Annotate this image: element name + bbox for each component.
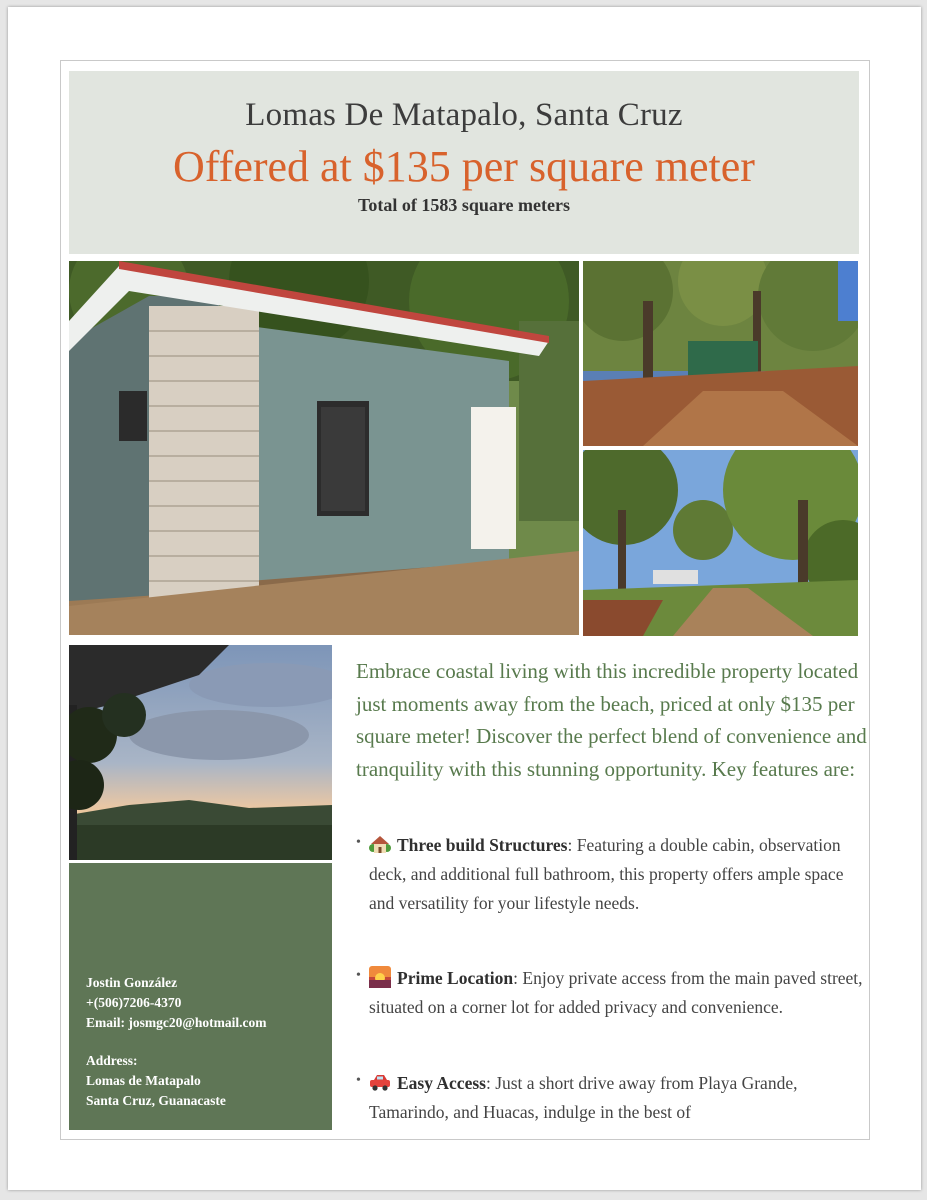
feature-text: : Enjoy private access from the main paved street, situated on a corner lot for added privacy and convenience. xyxy=(369,968,863,1017)
bullet-dot: • xyxy=(356,1073,361,1088)
red-car-icon xyxy=(369,1071,391,1093)
contact-phone[interactable]: +(506)7206-4370 xyxy=(86,995,182,1010)
address-line-2: Santa Cruz, Guanacaste xyxy=(86,1093,226,1108)
contact-box xyxy=(69,863,332,1130)
bullet-dot: • xyxy=(356,835,361,850)
feature-text: : Featuring a double cabin, observation deck, and additional full bathroom, this property offers ample space and versatility for your lifestyle needs. xyxy=(369,835,844,913)
address-label: Address: xyxy=(86,1053,138,1068)
feature-title: Easy Access xyxy=(397,1073,486,1093)
intro-paragraph: Embrace coastal living with this incredible property located just moments away from the beach, priced at only $135 per square meter! Discover the perfect blend of convenience and tranquility with this stunning opportunity. Key features are: xyxy=(356,659,867,781)
feature-title: Prime Location xyxy=(397,968,514,988)
feature-title: Three build Structures xyxy=(397,835,568,855)
sunset-view-photo xyxy=(69,645,332,860)
feature-item xyxy=(356,1069,866,1127)
sunset-icon xyxy=(369,966,391,988)
contact-email[interactable]: Email: josmgc20@hotmail.com xyxy=(86,1015,267,1030)
flyer-header xyxy=(69,71,859,254)
cabin-photo xyxy=(69,261,579,635)
bullet-dot: • xyxy=(356,968,361,983)
gate-trees-photo xyxy=(583,261,858,446)
feature-text: : Just a short drive away from Playa Grande, Tamarindo, and Huacas, indulge in the best of xyxy=(369,1073,798,1122)
contact-details xyxy=(86,973,267,1033)
feature-item xyxy=(356,831,866,918)
location-title: Lomas De Matapalo, Santa Cruz xyxy=(245,97,683,133)
house-garden-icon xyxy=(369,833,391,855)
address-details xyxy=(86,1051,226,1111)
total-area: Total of 1583 square meters xyxy=(358,195,570,215)
address-line-1: Lomas de Matapalo xyxy=(86,1073,201,1088)
path-trees-photo xyxy=(583,450,858,636)
price-offer: Offered at $135 per square meter xyxy=(173,142,755,191)
feature-item xyxy=(356,964,866,1022)
contact-name: Jostin González xyxy=(86,975,178,990)
